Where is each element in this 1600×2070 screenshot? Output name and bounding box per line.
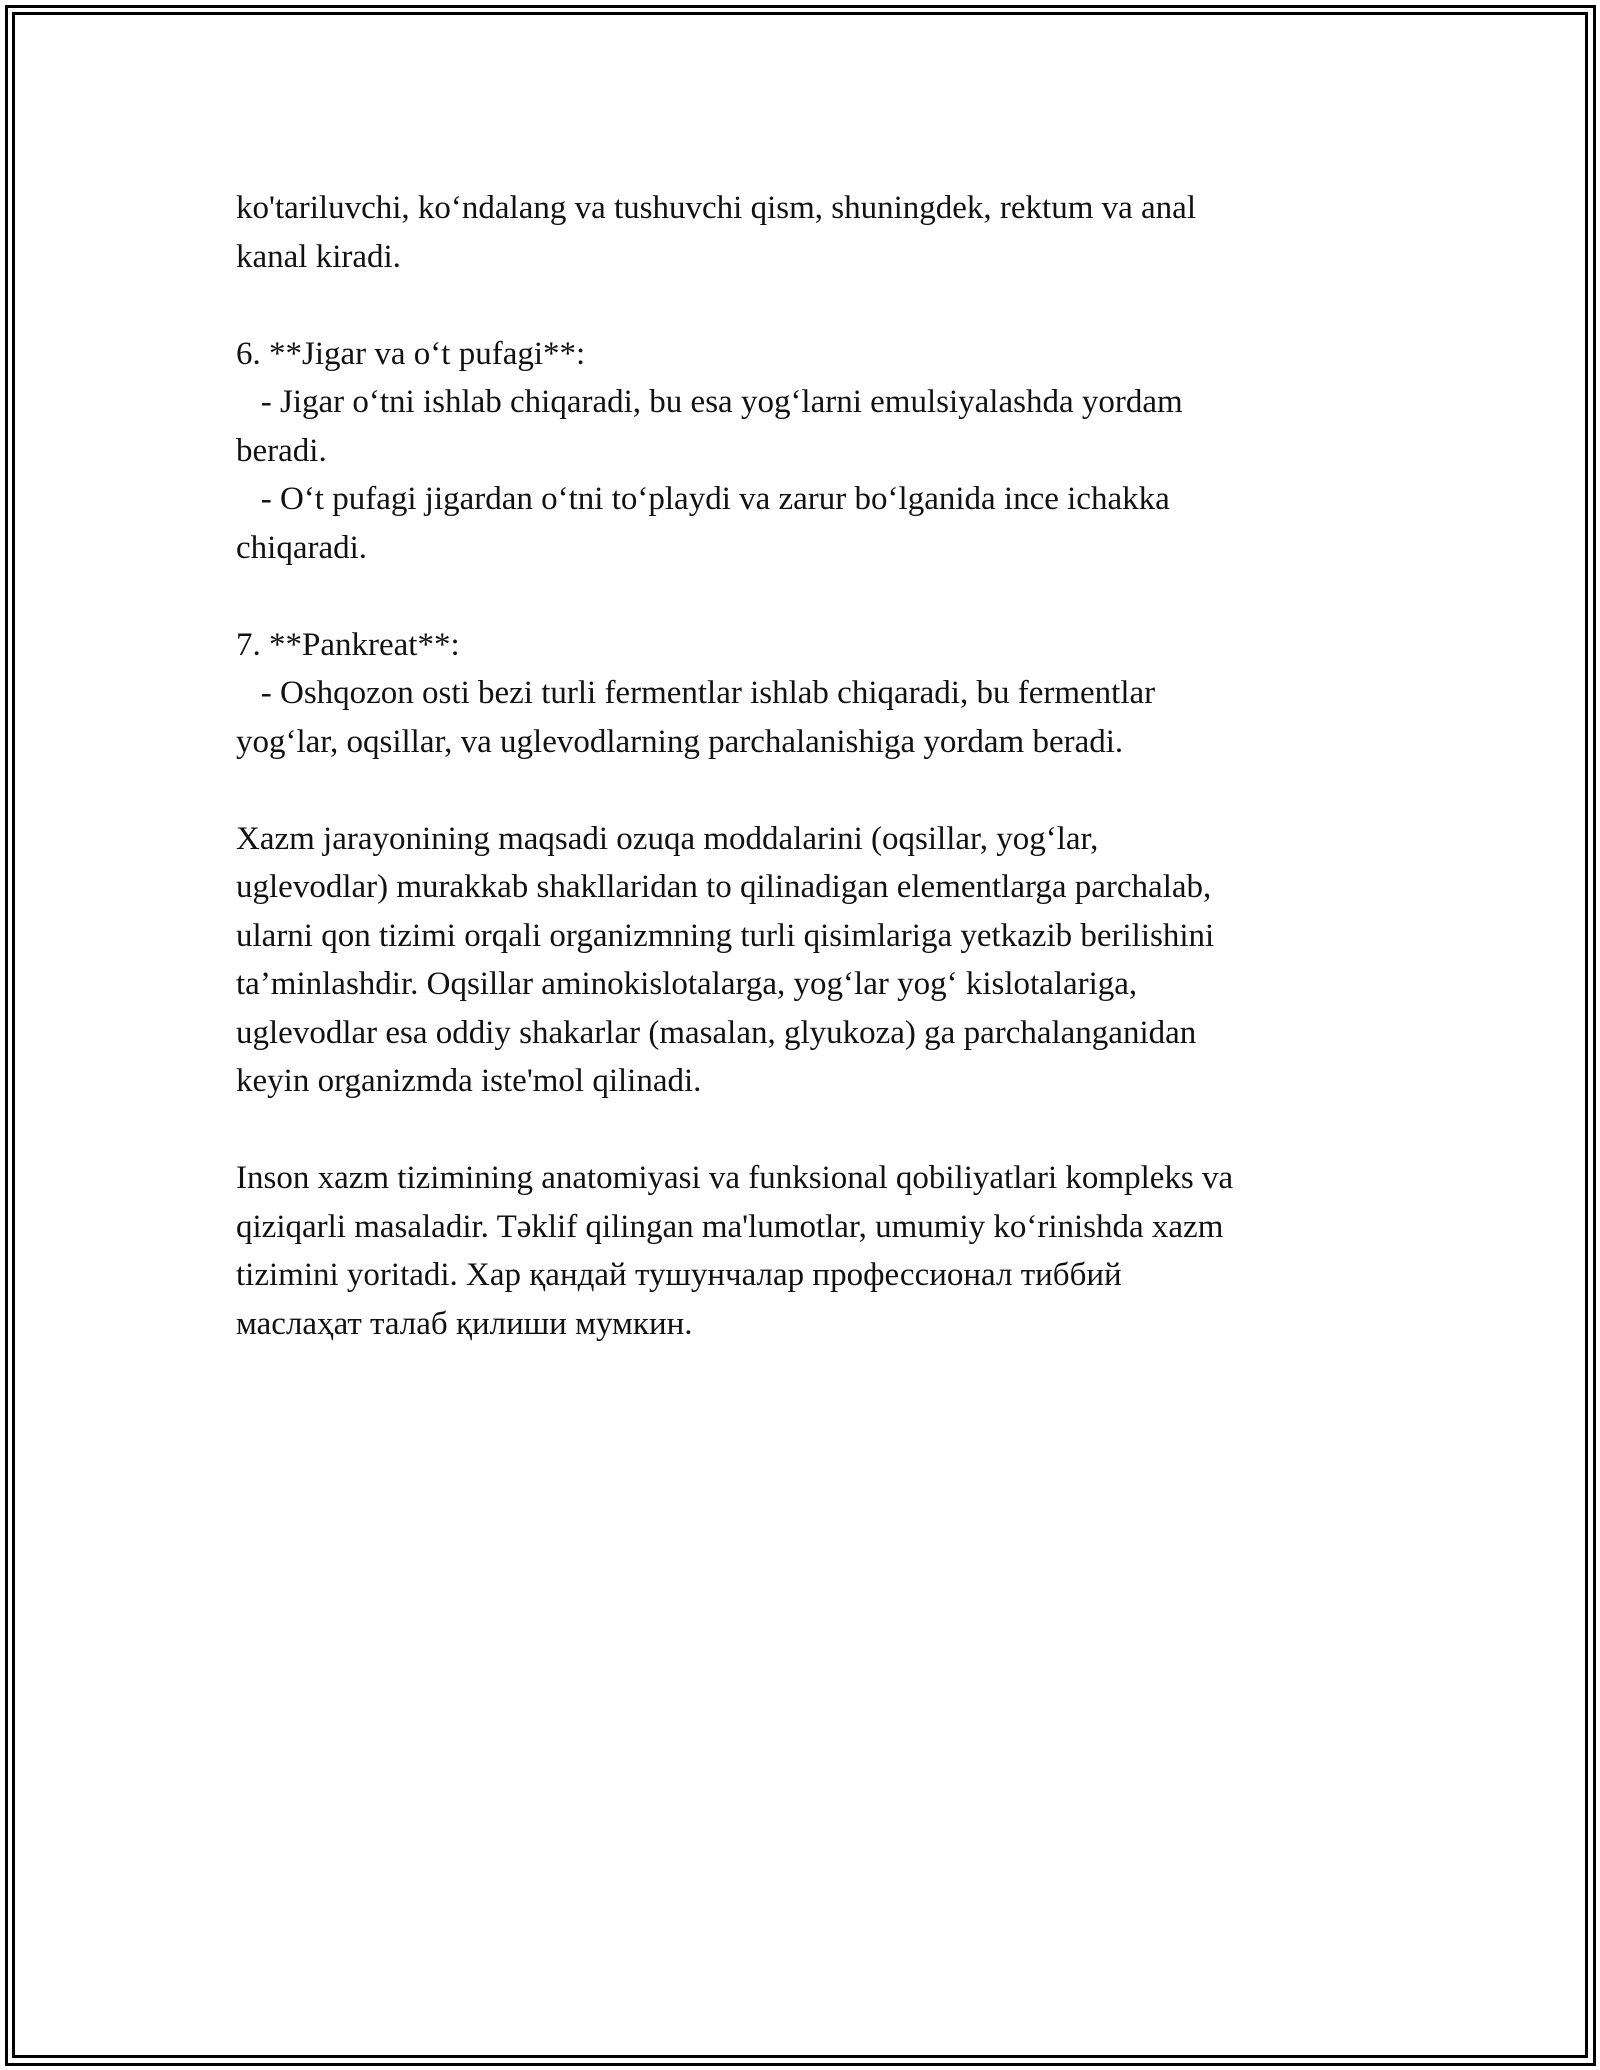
text-line: ko'tariluvchi, ko‘ndalang va tushuvchi qism, shuningdek, rektum va anal [236,190,1196,226]
text-line: ularni qon tizimi orqali organizmning turli qisimlariga yetkazib berilishini [236,917,1215,954]
text-line: tizimini yoritadi. Хар қандай тушунчалар профессионал тиббий [236,1257,1122,1293]
paragraph-conclusion [236,1154,1366,1348]
paragraph-spacer [236,766,1366,815]
list-item-pancreas [236,621,1366,767]
text-line: yog‘lar, oqsillar, va uglevodlarning parchalanishiga yordam beradi. [236,723,1124,760]
text-line: - O‘t pufagi jigardan o‘tni to‘playdi va zarur bo‘lganida ince ichakka [236,481,1170,517]
paragraph-spacer [236,281,1366,330]
list-item-heading: 6. **Jigar va o‘t pufagi**: [236,335,586,372]
text-line: ta’minlashdir. Oqsillar aminokislotalarga, yog‘lar yog‘ kislotalariga, [236,966,1138,1002]
text-line: Xazm jarayonining maqsadi ozuqa moddalarini (oqsillar, yog‘lar, [236,820,1099,857]
text-line: beradi. [236,432,327,469]
text-line: uglevodlar) murakkab shakllaridan to qilinadigan elementlarga parchalab, [236,869,1212,905]
text-line: Inson xazm tizimining anatomiyasi va funksional qobiliyatlari kompleks va [236,1160,1234,1196]
text-line: маслаҳат талаб қилиши мумкин. [236,1305,693,1342]
paragraph-digestion-purpose [236,815,1366,1106]
text-line: - Oshqozon osti bezi turli fermentlar ishlab chiqaradi, bu fermentlar [236,675,1156,711]
text-line: - Jigar o‘tni ishlab chiqaradi, bu esa yog‘larni emulsiyalashda yordam [236,384,1183,420]
text-line: kanal kiradi. [236,238,401,275]
list-item-heading: 7. **Pankreat**: [236,626,460,663]
document-body [236,184,1366,1348]
paragraph-colon-text [236,184,1366,281]
text-line: uglevodlar esa oddiy shakarlar (masalan, glyukoza) ga parchalanganidan [236,1014,1197,1051]
text-line: keyin organizmda iste'mol qilinadi. [236,1063,702,1099]
paragraph-spacer [236,1106,1366,1155]
text-line: qiziqarli masaladir. Təklif qilingan ma'lumotlar, umumiy ko‘rinishda xazm [236,1208,1224,1245]
text-line: chiqaradi. [236,529,368,566]
list-item-liver-gallbladder [236,330,1366,573]
paragraph-spacer [236,572,1366,621]
